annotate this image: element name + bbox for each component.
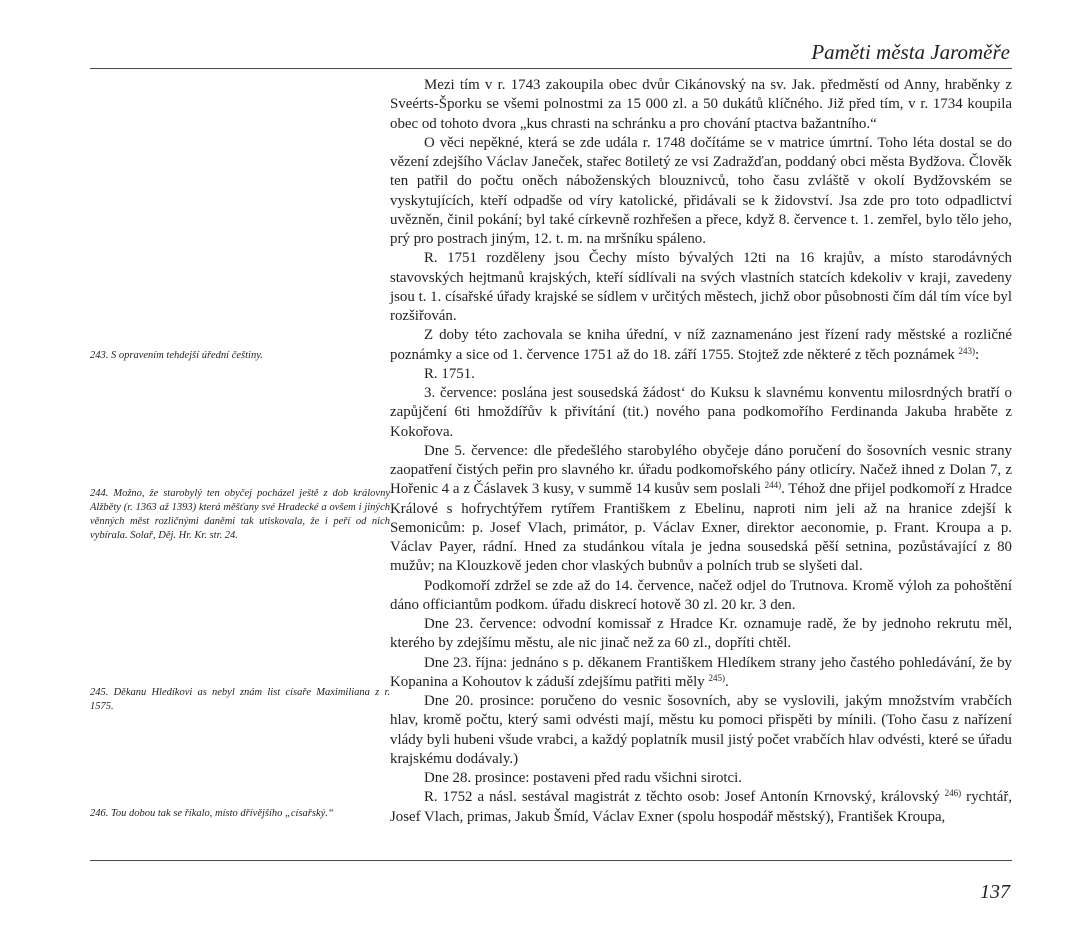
running-header-title: Paměti města Jaroměře bbox=[811, 40, 1010, 64]
paragraph bbox=[390, 769, 1012, 788]
paragraph-text: R. 1752 a násl. sestával magistrát z těchto osob: Josef Antonín Krnovský, královský bbox=[424, 789, 945, 806]
page-number: 137 bbox=[980, 881, 1010, 903]
paragraph-text: . Téhož dne přijel podkomoří z Hradce Králové s hofrychtýřem rytířem Františkem z Ebelinu, naproti nim jeli až na hranice zdejší k Semonicům: p. Josef Vlach, primátor, p. Václav Exner, direktor aeconomie, p. Frant. Kroupa a p. Václav Payer, rádní. Hned za studánkou vítala je jedna sousedská pěší setnina, pozůstávající z 80 mužův; na Klouzkově jeden chor vlaských bubnův a polních trub se slyšeti dal. bbox=[390, 481, 1012, 575]
footnote-246: 246. Tou dobou tak se říkalo, místo dřívějšího „císařský.“ bbox=[90, 808, 334, 819]
paragraph bbox=[390, 249, 1012, 326]
footnote-ref: 245) bbox=[708, 672, 725, 683]
footnote-245: 245. Děkanu Hledíkovi as nebyl znám list císaře Maximiliana z r. 1575. bbox=[90, 687, 390, 712]
footnote-243: 243. S opravením tehdejší úřední češtiny. bbox=[90, 350, 263, 361]
paragraph-text: . bbox=[724, 673, 729, 690]
paragraph-text: 3. července: poslána jest sousedská žádost‘ do Kuksu k slavnému konventu milosrdných bratří o zapůjčení 6ti hmoždířův k přivítání (tit.) nového pana podkomořího Ferdinanda Jakuba hraběte z Kokořova. bbox=[390, 385, 1012, 440]
paragraph-text: rychtář, Josef Vlach, primas, Jakub Šmíd, Václav Exner (spolu hospodář městský), František Kroupa, bbox=[390, 789, 1012, 825]
paragraph-text: O věci nepěkné, která se zde udála r. 1748 dočítáme se v matrice úmrtní. Toho léta dostal se do vězení zdejšího Václav Janeček, stařec 8otiletý ze vsi Zadražďan, poddaný obci města Bydžova. Člověk ten patřil do počtu oněch náboženských blouznivců, toho času zvláště v okolí Bydžovském se vyskytujících, kteří odpadše od víry katolické, přidávali se k židovství. Jsa zde pro toto odpadlictví uvězněn, činil pokání; byl také církevně rozhřešen a přece, když 8. července t. 1. zemřel, bylo tělo jeho, prý pro postrach jiným, 12. t. m. na mršníku spáleno. bbox=[390, 134, 1012, 247]
paragraph bbox=[390, 365, 1012, 384]
paragraph-text: Mezi tím v r. 1743 zakoupila obec dvůr Cikánovský na sv. Jak. předměstí od Anny, hraběnky z Sveérts-Šporku se všemi polnostmi za 15 000 zl. a 50 dukátů klíčného. Již před tím, v r. 1734 koupila obec od tohoto dvora „kus chrasti na schránku a pro chování ptactva bažantního.“ bbox=[390, 77, 1012, 132]
footer-rule bbox=[90, 860, 1012, 861]
paragraph bbox=[390, 76, 1012, 134]
paragraph-text: Dne 5. července: dle předešlého starobylého obyčeje dáno poručení do šosovních vesnic strany zaopatření čistých peřin pro slavného kr. úřadu podkomořského pány otlicíry. Načež ihned z Dolan 7, z Hořenic 4 a z Čáslavek 3 kusy, v summě 14 kusův sem poslali bbox=[390, 442, 1012, 498]
paragraph-text: : bbox=[975, 346, 980, 363]
paragraph-text: Z doby této zachovala se kniha úřední, v níž zaznamenáno jest řízení rady městské a rozličné poznámky a sice od 1. července 1751 až do 18. září 1755. Stojtež zde některé z těch poznámek bbox=[390, 327, 1012, 363]
main-text-column bbox=[390, 76, 1012, 827]
paragraph bbox=[390, 384, 1012, 442]
paragraph bbox=[390, 692, 1012, 769]
paragraph bbox=[390, 788, 1012, 827]
paragraph-text: Dne 28. prosince: postaveni před radu všichni sirotci. bbox=[424, 770, 743, 786]
paragraph-text: R. 1751. bbox=[424, 365, 475, 382]
paragraph bbox=[390, 577, 1012, 616]
footnote-ref: 244) bbox=[764, 480, 782, 491]
header-rule bbox=[90, 68, 1012, 69]
paragraph-text: Podkomoří zdržel se zde až do 14. července, načež odjel do Trutnova. Kromě výloh za pohoštění dáno officiantům podkom. úřadu diskrecí hotově 30 zl. 20 kr. 3 den. bbox=[390, 577, 1012, 613]
paragraph-text: Dne 23. července: odvodní komissař z Hradce Kr. oznamuje radě, že by jednoho rekrutu měl, kterého by zdejšímu městu, ale nic jinač než za 60 zl., dopříti chtěl. bbox=[390, 616, 1012, 652]
paragraph-text: R. 1751 rozděleny jsou Čechy místo bývalých 12ti na 16 krajův, a místo starodávných stavovských hejtmanů krajských, kteří sídlívali na svých vlastních statcích kdekoliv v kraji, zavedeny jsou t. 1. císařské úřady krajské se sídlem v určitých městech, jichž obor působnosti čím dál tím více byl rozšiřován. bbox=[390, 250, 1012, 324]
paragraph bbox=[390, 654, 1012, 693]
paragraph bbox=[390, 442, 1012, 577]
paragraph bbox=[390, 326, 1012, 365]
footnote-244: 244. Možno, že starobylý ten obyčej pocházel ještě z dob královny Alžběty (r. 1363 až 1393) která měšťany své Hradecké a ovšem i jiných věnných měst rozličnými daněmi tak utiskovala, že i peří od nich vybírala. Solař, Děj. Hr. Kr. str. 24. bbox=[90, 488, 390, 541]
footnote-ref: 243) bbox=[958, 345, 976, 356]
footnote-ref: 246) bbox=[944, 788, 962, 799]
paragraph bbox=[390, 615, 1012, 654]
paragraph-text: Dne 20. prosince: poručeno do vesnic šosovních, aby se vyslovili, jakým množstvím vrabčích hlav, kromě počtu, který sami odvésti mají, městu ku pomoci přispěti by mínili. (Toho času z nařízení vlády byli hubeni všude vrabci, a každý poplatník musil jistý počet vrabčích hlav odvésti, které se úřadu krajskému dodávaly.) bbox=[390, 693, 1012, 767]
paragraph-text: Dne 23. října: jednáno s p. děkanem Františkem Hledíkem strany jeho častého pohledávání, že by Kopanina a Kohoutov k záduší zdejšímu patřiti měly bbox=[390, 654, 1012, 690]
paragraph bbox=[390, 134, 1012, 250]
